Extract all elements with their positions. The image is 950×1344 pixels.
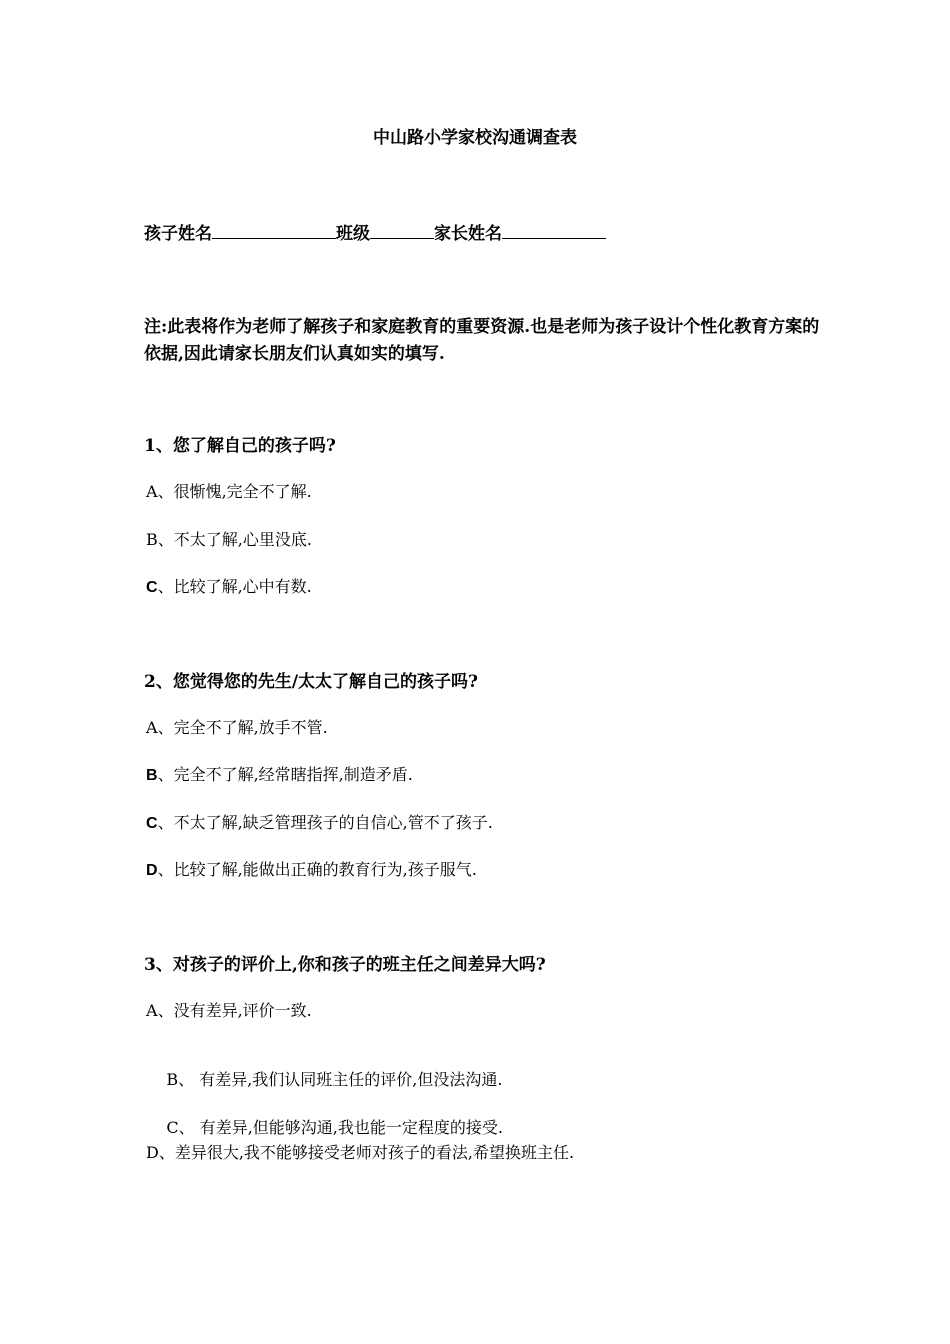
parent-name-field[interactable] bbox=[502, 220, 606, 239]
option-letter: B bbox=[146, 767, 158, 784]
question-1-option-b[interactable] bbox=[146, 529, 312, 551]
option-letter: B bbox=[166, 1070, 179, 1089]
option-separator: 、 bbox=[157, 860, 174, 879]
option-text: 没有差异,评价一致. bbox=[173, 1001, 312, 1020]
option-letter: A bbox=[146, 1001, 158, 1020]
option-text: 有差异,我们认同班主任的评价,但没法沟通. bbox=[199, 1070, 503, 1089]
class-label: 班级 bbox=[336, 224, 370, 244]
option-letter: C bbox=[146, 579, 158, 596]
option-separator: 、 bbox=[157, 765, 174, 784]
question-2-option-a[interactable] bbox=[146, 717, 328, 739]
question-3-option-a[interactable] bbox=[146, 1000, 312, 1022]
question-1-option-c[interactable] bbox=[146, 576, 312, 599]
question-2-option-b[interactable] bbox=[146, 764, 413, 787]
option-separator: 、 bbox=[157, 530, 174, 549]
question-2: 2、您觉得您的先生/太太了解自己的孩子吗? bbox=[144, 672, 478, 692]
question-1: 1、您了解自己的孩子吗? bbox=[144, 436, 336, 456]
option-separator: 、 bbox=[178, 1070, 200, 1089]
note-paragraph: 注:此表将作为老师了解孩子和家庭教育的重要资源.也是老师为孩子设计个性化教育方案的依据,因此请家长朋友们认真如实的填写. bbox=[144, 317, 820, 364]
question-3-option-d[interactable] bbox=[146, 1142, 574, 1164]
info-line bbox=[144, 220, 606, 246]
child-name-field[interactable] bbox=[212, 220, 336, 239]
option-separator: 、 bbox=[158, 1143, 175, 1162]
question-3: 3、对孩子的评价上,你和孩子的班主任之间差异大吗? bbox=[144, 955, 546, 975]
option-letter: A bbox=[146, 718, 158, 737]
question-2-option-c[interactable] bbox=[146, 812, 493, 835]
option-letter: B bbox=[146, 530, 158, 549]
option-letter: D bbox=[146, 862, 158, 879]
option-separator: 、 bbox=[157, 577, 174, 596]
option-text: 不太了解,心里没底. bbox=[173, 530, 312, 549]
option-text: 完全不了解,经常瞎指挥,制造矛盾. bbox=[173, 765, 413, 784]
option-text: 有差异,但能够沟通,我也能一定程度的接受. bbox=[199, 1118, 503, 1137]
option-text: 比较了解,心中有数. bbox=[173, 577, 312, 596]
parent-name-label: 家长姓名 bbox=[434, 224, 502, 244]
option-separator: 、 bbox=[157, 1001, 174, 1020]
option-separator: 、 bbox=[157, 718, 174, 737]
option-letter: C bbox=[166, 1118, 179, 1137]
option-separator: 、 bbox=[157, 482, 174, 501]
child-name-label: 孩子姓名 bbox=[144, 224, 212, 244]
class-field[interactable] bbox=[370, 220, 434, 239]
option-text: 比较了解,能做出正确的教育行为,孩子服气. bbox=[173, 860, 477, 879]
option-text: 不太了解,缺乏管理孩子的自信心,管不了孩子. bbox=[173, 813, 493, 832]
option-separator: 、 bbox=[157, 813, 174, 832]
page-title: 中山路小学家校沟通调查表 bbox=[373, 128, 577, 148]
option-separator: 、 bbox=[178, 1118, 200, 1137]
option-text: 完全不了解,放手不管. bbox=[173, 718, 328, 737]
option-text: 差异很大,我不能够接受老师对孩子的看法,希望换班主任. bbox=[174, 1143, 575, 1162]
option-letter: A bbox=[146, 482, 158, 501]
option-letter: C bbox=[146, 815, 158, 832]
option-text: 很惭愧,完全不了解. bbox=[173, 482, 312, 501]
option-letter: D bbox=[146, 1143, 159, 1162]
question-2-option-d[interactable] bbox=[146, 859, 477, 882]
question-1-option-a[interactable] bbox=[146, 481, 312, 503]
